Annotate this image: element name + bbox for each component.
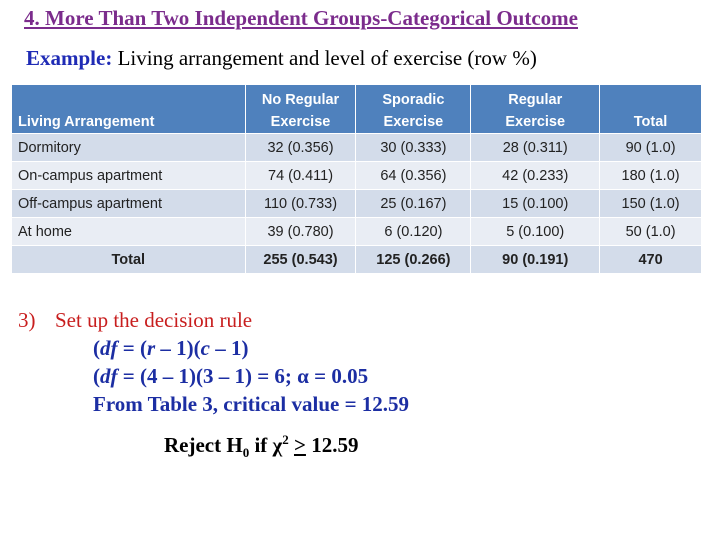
header-regular-exercise: Regular Exercise	[471, 85, 600, 134]
cell-arrangement: At home	[12, 218, 246, 246]
step-heading	[18, 308, 252, 333]
table-row	[12, 162, 702, 190]
header-sporadic-exercise: Sporadic Exercise	[356, 85, 471, 134]
cell-no-regular: 32 (0.356)	[245, 134, 356, 162]
cell-regular: 5 (0.100)	[471, 218, 600, 246]
cell-no-regular: 74 (0.411)	[245, 162, 356, 190]
cell-regular: 90 (0.191)	[471, 246, 600, 274]
cell-arrangement: Off-campus apartment	[12, 190, 246, 218]
cell-total: 180 (1.0)	[600, 162, 702, 190]
cell-no-regular: 110 (0.733)	[245, 190, 356, 218]
cell-arrangement: Dormitory	[12, 134, 246, 162]
step-text: Set up the decision rule	[55, 308, 253, 332]
exercise-table	[11, 84, 702, 274]
critical-value-line: From Table 3, critical value = 12.59	[93, 392, 410, 416]
table-row	[12, 218, 702, 246]
cell-total: 50 (1.0)	[600, 218, 702, 246]
cell-no-regular: 255 (0.543)	[245, 246, 356, 274]
header-no-regular-exercise: No Regular Exercise	[245, 85, 356, 134]
cell-arrangement: On-campus apartment	[12, 162, 246, 190]
slide-title: 4. More Than Two Independent Groups-Categorical Outcome	[24, 6, 578, 30]
cell-regular: 28 (0.311)	[471, 134, 600, 162]
df-formula-line: (df = (r – 1)(c – 1)	[93, 336, 249, 360]
header-total: Total	[600, 85, 702, 134]
table-total-row	[12, 246, 702, 274]
cell-total: 150 (1.0)	[600, 190, 702, 218]
cell-sporadic: 125 (0.266)	[356, 246, 471, 274]
cell-total: 90 (1.0)	[600, 134, 702, 162]
cell-total: 470	[600, 246, 702, 274]
cell-regular: 15 (0.100)	[471, 190, 600, 218]
example-text: Living arrangement and level of exercise (row %)	[117, 46, 537, 70]
df-calc-line: (df = (4 – 1)(3 – 1) = 6; α = 0.05	[93, 364, 369, 388]
cell-sporadic: 30 (0.333)	[356, 134, 471, 162]
cell-sporadic: 64 (0.356)	[356, 162, 471, 190]
reject-rule: Reject $H_0$ if $\chi^2 > 12.59$	[164, 432, 359, 461]
cell-arrangement: Total	[12, 246, 246, 274]
example-label: Example:	[26, 46, 113, 70]
cell-regular: 42 (0.233)	[471, 162, 600, 190]
cell-sporadic: 6 (0.120)	[356, 218, 471, 246]
table-row	[12, 190, 702, 218]
header-living-arrangement: Living Arrangement	[12, 85, 246, 134]
cell-no-regular: 39 (0.780)	[245, 218, 356, 246]
example-line	[26, 46, 537, 71]
table-row	[12, 134, 702, 162]
step-number: 3)	[18, 308, 36, 332]
table-header-row	[12, 85, 702, 134]
cell-sporadic: 25 (0.167)	[356, 190, 471, 218]
